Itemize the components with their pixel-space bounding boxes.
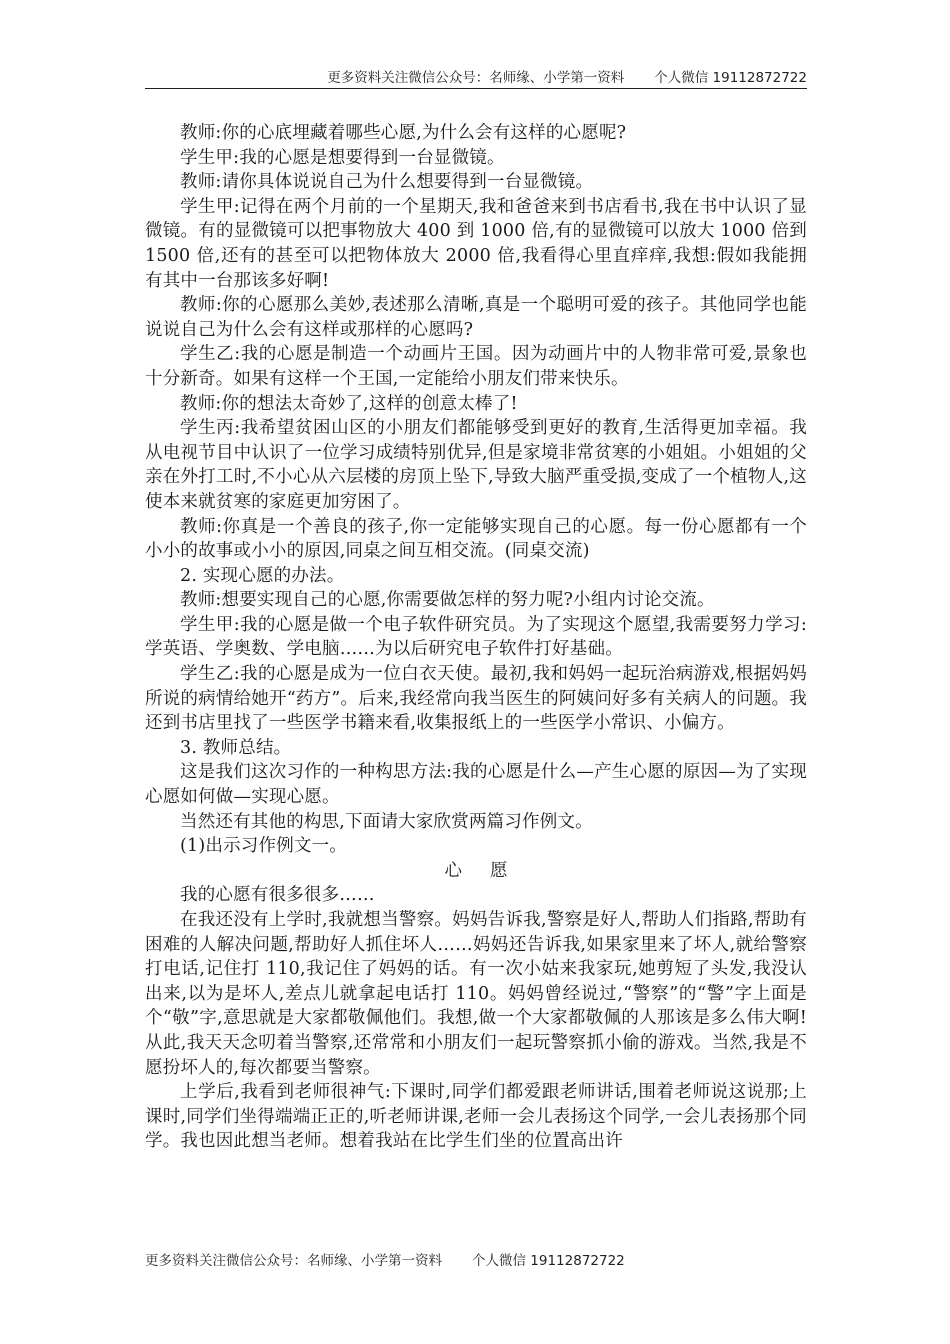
footer-wechat-notice: 更多资料关注微信公众号：名师缘、小学第一资料 <box>145 1253 442 1269</box>
essay-title: 心愿 <box>444 860 536 881</box>
paragraph: 教师:你真是一个善良的孩子,你一定能够实现自己的心愿。每一份心愿都有一个小小的故事或小小的原因,同桌之间互相交流。(同桌交流) <box>145 516 807 562</box>
paragraph: 教师:你的心底埋藏着哪些心愿,为什么会有这样的心愿呢? <box>180 123 627 143</box>
paragraph: 学生乙:我的心愿是成为一位白衣天使。最初,我和妈妈一起玩治病游戏,根据妈妈所说的病情给她开“药方”。后来,我经常向我当医生的阿姨问好多有关病人的问题。我还到书店里找了一些医学书籍来看,收集报纸上的一些医学小常识、小偏方。 <box>145 664 807 734</box>
section-heading: 3. 教师总结。 <box>180 737 292 758</box>
header-personal-wechat: 个人微信 19112872722 <box>654 70 807 86</box>
paragraph: 学生甲:我的心愿是想要得到一台显微镜。 <box>180 147 505 168</box>
paragraph: 学生丙:我希望贫困山区的小朋友们都能够受到更好的教育,生活得更加幸福。我从电视节目中认识了一位学习成绩特别优异,但是家境非常贫寒的小姐姐。小姐姐的父亲在外打工时,不小心从六层楼的房顶上坠下,导致大脑严重受损,变成了一个植物人,这使本来就贫寒的家庭更加穷困了。 <box>145 418 807 512</box>
paragraph: 这是我们这次习作的一种构思方法:我的心愿是什么—产生心愿的原因—为了实现心愿如何做—实现心愿。 <box>145 762 807 808</box>
essay-paragraph: 上学后,我看到老师很神气:下课时,同学们都爱跟老师讲话,围着老师说这说那;上课时,同学们坐得端端正正的,听老师讲课,老师一会儿表扬这个同学,一会儿表扬那个同学。我也因此想当老师。想着我站在比学生们坐的位置高出许 <box>145 1082 807 1152</box>
paragraph: 学生乙:我的心愿是制造一个动画片王国。因为动画片中的人物非常可爱,景象也十分新奇。如果有这样一个王国,一定能给小朋友们带来快乐。 <box>145 344 807 389</box>
paragraph: (1)出示习作例文一。 <box>180 836 347 857</box>
paragraph: 当然还有其他的构思,下面请大家欣赏两篇习作例文。 <box>180 811 593 832</box>
paragraph: 教师:你的心愿那么美妙,表述那么清晰,真是一个聪明可爱的孩子。其他同学也能说说自己为什么会有这样或那样的心愿吗? <box>145 295 807 340</box>
paragraph: 教师:你的想法太奇妙了,这样的创意太棒了! <box>180 393 518 414</box>
section-heading: 2. 实现心愿的办法。 <box>180 565 345 586</box>
page-header <box>145 66 807 86</box>
paragraph: 教师:请你具体说说自己为什么想要得到一台显微镜。 <box>180 172 594 193</box>
header-divider <box>145 88 807 89</box>
essay-paragraph: 我的心愿有很多很多…… <box>180 885 375 906</box>
paragraph: 教师:想要实现自己的心愿,你需要做怎样的努力呢?小组内讨论交流。 <box>180 590 715 611</box>
essay-paragraph: 在我还没有上学时,我就想当警察。妈妈告诉我,警察是好人,帮助人们指路,帮助有困难的人解决问题,帮助好人抓住坏人……妈妈还告诉我,如果家里来了坏人,就给警察打电话,记住打 110,我记住了妈妈的话。有一次小姑来我家玩,她剪短了头发,我没认出来,以为是坏人,差点儿就拿起电话打 110。妈妈曾经说过,“警察”的“警”字上面是个“敬”字,意思就是大家都敬佩他们。我想,做一个大家都敬佩的人那该是多么伟大啊!从此,我天天念叨着当警察,还常常和小朋友们一起玩警察抓小偷的游戏。当然,我是不愿扮坏人的,每次都要当警察。 <box>145 910 807 1078</box>
page-footer <box>145 1249 625 1269</box>
header-wechat-notice: 更多资料关注微信公众号：名师缘、小学第一资料 <box>327 70 625 86</box>
paragraph: 学生甲:我的心愿是做一个电子软件研究员。为了实现这个愿望,我需要努力学习:学英语、学奥数、学电脑……为以后研究电子软件打好基础。 <box>145 614 807 660</box>
paragraph: 学生甲:记得在两个月前的一个星期天,我和爸爸来到书店看书,我在书中认识了显微镜。有的显微镜可以把事物放大 400 到 1000 倍,有的显微镜可以放大 1000 倍到 1500 倍,还有的甚至可以把物体放大 2000 倍,我看得心里直痒痒,我想:假如我能拥有其中一台那该多好啊! <box>145 196 807 291</box>
document-body <box>145 121 807 1154</box>
footer-personal-wechat: 个人微信 19112872722 <box>472 1253 625 1269</box>
